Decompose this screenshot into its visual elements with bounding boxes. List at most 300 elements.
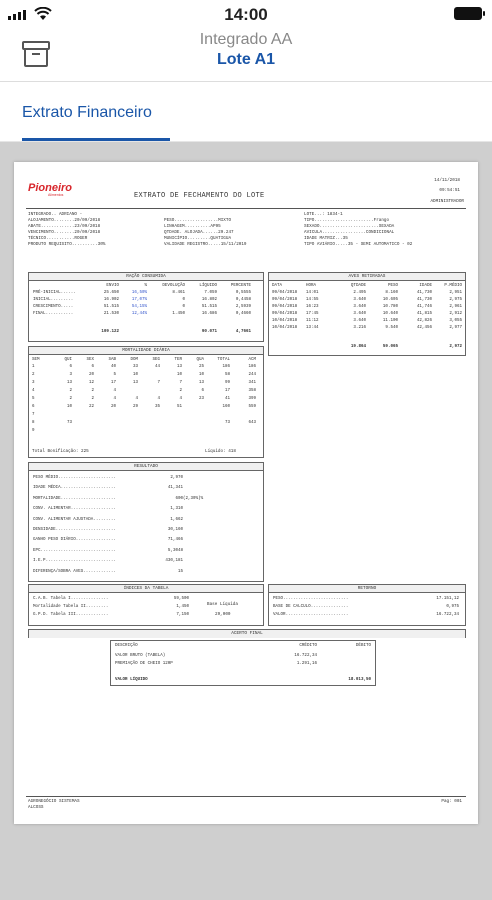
aves-row (272, 312, 462, 317)
company-logo-subtitle: Alimentos (48, 193, 64, 197)
aves-row-cell: 2,912 (449, 312, 462, 316)
mortalidade-panel (28, 346, 264, 458)
aves-row (272, 298, 462, 303)
aves-row-cell: 3.640 (353, 319, 366, 323)
resultado-row-cell (183, 518, 223, 523)
info-line: PESO.................MIXTO (164, 218, 232, 223)
racao-row-cell: CRESCIMENTO..... (33, 305, 74, 309)
aves-row-cell: 10/04/2018 (272, 319, 298, 323)
acerto-row (115, 662, 371, 667)
racao-row-cell: PRÉ-INICIAL...... (33, 291, 76, 295)
resultado-row-cell: 30,160 (167, 528, 183, 532)
resultado-row-cell: DENSIDADE........................ (33, 528, 116, 532)
mortalidade-row-cell: 22 (88, 405, 94, 409)
retorno-panel (268, 584, 466, 626)
info-line: INTEGRADO.. ADRIANO - (28, 212, 83, 217)
aves-row-cell: 09/04/2018 (272, 298, 298, 302)
aves-row-cell: 2.495 (353, 291, 366, 295)
mortalidade-row-cell: 2 (179, 389, 182, 393)
racao-row-cell: 0,5555 (235, 291, 251, 295)
racao-row-cell: 12,44% (131, 312, 147, 316)
mortalidade-row (32, 389, 256, 394)
aves-total-row-cell: 19.864 (350, 345, 366, 349)
mortalidade-row-cell (94, 413, 116, 418)
status-bar (0, 0, 492, 28)
info-line: TIPO.......................Frango (304, 218, 390, 223)
resultado-row (33, 486, 223, 491)
resultado-row-cell: 5,3048 (167, 548, 183, 553)
info-line: ABATE.............23/09/2018 (28, 224, 101, 229)
mortalidade-row (32, 429, 256, 434)
aves-row-cell: 14:01 (306, 291, 319, 295)
mortalidade-row-cell (160, 421, 182, 426)
aves-row (272, 326, 462, 331)
resultado-row-cell (183, 486, 223, 491)
aves-panel (268, 272, 466, 356)
footer-page-number: Pag: 001 (441, 799, 462, 804)
aves-row-cell: 41,746 (416, 305, 432, 309)
mortalidade-row-cell (182, 413, 204, 418)
mortalidade-header-row-cell: QUA (196, 358, 204, 362)
racao-total-row-cell (119, 330, 147, 335)
racao-title: RAÇÃO CONSUMIDA (29, 273, 263, 281)
racao-panel (28, 272, 264, 342)
resultado-row-cell: 41,341 (167, 486, 183, 491)
resultado-row (33, 518, 223, 523)
aves-total-row-cell: 59.065 (382, 345, 398, 349)
racao-row-cell: 51.515 (201, 305, 217, 309)
mortalidade-row-cell: 17 (110, 381, 116, 385)
footer-divider (26, 796, 466, 797)
base-liquida-value: 29,000 (215, 612, 231, 617)
retorno-row (273, 597, 459, 602)
racao-row-cell: FINAL........... (33, 312, 74, 316)
mortalidade-row-cell: 6 (201, 389, 204, 393)
aves-row-cell: 2,961 (449, 305, 462, 309)
aves-row-cell: 13:44 (306, 326, 319, 330)
mortalidade-row-cell: 2 (69, 389, 72, 393)
mortalidade-row-cell: 2 (91, 389, 94, 393)
mortalidade-row-cell (116, 421, 138, 426)
mortalidade-row-cell: 2 (69, 397, 72, 401)
acerto-row-cell: VALOR BRUTO (TABELA) (115, 654, 166, 658)
info-line: MUNICÍPIO.........QUATIGUA (164, 236, 232, 241)
info-line: PRODUTO REQUISITO..........30% (28, 242, 106, 247)
aves-row-cell: 14:55 (306, 298, 319, 302)
mortalidade-row (32, 397, 256, 402)
aves-row-cell: 2,975 (449, 298, 462, 302)
mortalidade-row-cell: 12 (88, 381, 94, 385)
acerto-header (28, 629, 466, 638)
mortalidade-row-cell: 20 (88, 373, 94, 377)
mortalidade-row-cell (138, 429, 160, 434)
resultado-row (33, 559, 223, 564)
mortalidade-row-cell: 2 (32, 373, 35, 377)
mortalidade-row-cell: 17 (224, 389, 230, 393)
mortalidade-row-cell (182, 405, 204, 410)
mortalidade-row-cell: 358 (248, 389, 256, 393)
mortalidade-row-cell (182, 429, 204, 434)
mortalidade-row-cell: 44 (154, 365, 160, 369)
resultado-row-cell: I.E.P............................ (33, 559, 116, 564)
mortalidade-row-cell (182, 421, 204, 426)
resultado-row-cell: MORTALIDADE...................... (33, 496, 116, 501)
resultado-row-cell: CONV. ALIMENTAR.................. (33, 507, 116, 512)
indices-row (33, 613, 189, 618)
racao-row (33, 298, 251, 303)
info-line: TIPO AVIÁRIO.....35 - SEMI AUTOMATICO - 02 (304, 242, 413, 247)
retorno-row-cell: PESO.......................... (273, 597, 349, 601)
resultado-row-cell: 71,466 (167, 538, 183, 543)
resultado-row-cell (183, 476, 223, 481)
mortalidade-row (32, 405, 256, 410)
acerto-total-row-cell: 18.013,50 (348, 678, 371, 682)
aves-row-cell: 10.640 (382, 312, 398, 316)
aves-row-cell: 41,730 (416, 291, 432, 295)
resultado-row (33, 570, 223, 575)
retorno-title: RETORNO (269, 585, 465, 593)
info-line: SEXADO.......................SEXADA (304, 224, 395, 229)
acerto-row-cell: 16.722,34 (294, 654, 317, 658)
base-liquida-label: Base Líquida (207, 602, 238, 607)
acerto-row-cell (317, 662, 371, 667)
mortalidade-row-cell: 99 (224, 381, 230, 385)
aves-row-cell: 42,826 (416, 319, 432, 323)
aves-row-cell: 42,456 (416, 326, 432, 330)
racao-total-row-cell (33, 330, 89, 335)
aves-row-cell: 3.216 (353, 326, 366, 330)
aves-row-cell: 11:12 (306, 319, 319, 323)
retorno-row-cell: 17.151,12 (436, 597, 459, 601)
mortalidade-row-cell: 10 (132, 373, 138, 377)
aves-header-row-cell: PESO (387, 284, 398, 288)
aves-row-cell: 3,055 (449, 319, 462, 323)
racao-header-row-cell: % (144, 284, 147, 288)
mortalidade-row-cell (138, 373, 160, 378)
battery-icon (454, 7, 482, 20)
info-line: AVICULA.................CONDICIONAL (304, 230, 395, 235)
retorno-row (273, 605, 459, 610)
mortalidade-row-cell (160, 429, 182, 434)
resultado-row-cell: 600 (175, 496, 183, 501)
mortalidade-row-cell: 5 (113, 373, 116, 377)
retorno-row-cell: 16.722,34 (436, 613, 459, 617)
aves-row-cell: 09/04/2018 (272, 312, 298, 316)
report-date: 14/11/2018 (434, 178, 460, 183)
acerto-row-cell: 1.291,16 (296, 662, 317, 666)
info-line: ALOJAMENTO........20/09/2018 (28, 218, 101, 223)
mortalidade-header-row-cell: ACM (248, 358, 256, 362)
resultado-title: RESULTADO (29, 463, 263, 471)
app-header (0, 28, 492, 82)
mortalidade-row-cell: 4 (113, 389, 116, 393)
mortalidade-row-cell: 13 (66, 381, 72, 385)
mortalidade-row-cell (138, 413, 160, 418)
resultado-row-cell (183, 528, 223, 533)
resultado-row-cell (183, 570, 223, 575)
resultado-row-cell: 15 (177, 569, 183, 574)
racao-total-row (33, 330, 251, 335)
indices-row-cell: 7,150 (176, 613, 189, 617)
aves-row-cell: 10.605 (382, 298, 398, 302)
racao-row-cell: 25.650 (103, 291, 119, 295)
acerto-row-cell (317, 654, 371, 659)
mortalidade-row-cell: 4 (157, 397, 160, 401)
indices-row-cell: 59,500 (173, 597, 189, 601)
mortalidade-row-cell: 559 (248, 405, 256, 409)
mortalidade-header-row-cell: DOM (130, 358, 138, 362)
mortalidade-header-row-cell: SAB (108, 358, 116, 362)
aves-row-cell: 3.640 (353, 305, 366, 309)
mortalidade-header-row-cell: SEX (86, 358, 94, 362)
resultado-row (33, 476, 223, 481)
tab-active-indicator (22, 138, 170, 141)
footer-company: AGRONEGÓCIO SISTEMAS (28, 799, 80, 804)
acerto-header-row-cell: CRÉDITO (299, 644, 317, 648)
page-subtitle: Lote A1 (216, 51, 276, 68)
mortalidade-row-cell: 6 (91, 365, 94, 369)
indices-panel (28, 584, 264, 626)
mortalidade-row-cell: 51 (176, 405, 182, 409)
acerto-table (110, 640, 376, 686)
racao-header-row-cell: LÍQUIDO (199, 284, 217, 288)
status-time: 14:00 (224, 5, 268, 24)
mortalidade-row-cell: 4 (113, 397, 116, 401)
mortalidade-row-cell: 29 (132, 405, 138, 409)
mortalidade-row-cell: 186 (248, 365, 256, 369)
mortalidade-row (32, 365, 256, 370)
aves-row-cell: 41,730 (416, 298, 432, 302)
resultado-row-cell: IDADE MÉDIA...................... (33, 486, 116, 491)
mortalidade-row-cell (72, 421, 94, 426)
resultado-row (33, 497, 223, 502)
mortalidade-row-cell (94, 429, 116, 434)
racao-header-row-cell: PERCENTE (230, 284, 251, 288)
mortalidade-row (32, 413, 256, 418)
acerto-total-row-cell (255, 678, 317, 683)
mortalidade-header-row-cell: SEM (32, 358, 40, 362)
company-logo: Pioneiro (28, 182, 73, 194)
racao-row-cell: 51.515 (103, 305, 119, 309)
mortalidade-row-cell: 10 (198, 373, 204, 377)
mortalidade-header-row-cell: SEG (152, 358, 160, 362)
resultado-row (33, 507, 223, 512)
mortalidade-row-cell: 13 (132, 381, 138, 385)
resultado-row (33, 528, 223, 533)
mortalidade-row-cell: 73 (224, 421, 230, 425)
resultado-row-cell: EPC.............................. (33, 548, 116, 553)
mortalidade-row-cell (138, 389, 160, 394)
aves-row (272, 319, 462, 324)
resultado-row-cell: PESO MÉDIO....................... (33, 476, 116, 480)
mortalidade-row-cell: 10 (66, 405, 72, 409)
mortalidade-header-row-cell: TER (174, 358, 182, 362)
racao-row-cell: 16.802 (201, 298, 217, 302)
acerto-total-row (115, 678, 371, 683)
mortalidade-row-cell (50, 429, 72, 434)
resultado-row (33, 549, 223, 554)
racao-row-cell: 1.450 (172, 312, 185, 316)
mortalidade-row-cell: 4 (135, 397, 138, 401)
indices-row-cell: Mortalidade Tabela II......... (33, 605, 109, 609)
indices-row-cell: 1,450 (176, 605, 189, 609)
aves-row-cell: 3.640 (353, 298, 366, 302)
mortalidade-row-cell (72, 413, 94, 418)
mortalidade-row-cell: 5 (32, 397, 35, 401)
racao-row-cell: 2,5939 (235, 305, 251, 309)
aves-header-row-cell: DATA (272, 284, 283, 288)
mortalidade-row-cell: 341 (248, 381, 256, 385)
mortalidade-row-cell: 3 (32, 381, 35, 385)
mortalidade-header-row (32, 358, 256, 363)
aves-header-row-cell: P.MÉDIO (444, 284, 462, 288)
info-line: VENCIMENTO........20/09/2018 (28, 230, 101, 235)
aves-row-cell: 09/04/2018 (272, 305, 298, 309)
acerto-header-row-cell: DÉBITO (355, 644, 371, 648)
mortalidade-row-cell: 13 (198, 381, 204, 385)
info-line: IDADE MATRIZ...35 (304, 236, 348, 241)
aves-total-row-cell (306, 345, 330, 350)
aves-row-cell: 17:45 (306, 312, 319, 316)
resultado-row-cell: GANHO PESO DIÁRIO................ (33, 538, 116, 543)
resultado-row-cell: DIFERENÇA/SOBRA AVES............. (33, 569, 116, 574)
mortalidade-row-cell: 23 (198, 397, 204, 401)
acerto-total-row-cell: VALOR LÍQUIDO (115, 678, 148, 682)
mortalidade-row-cell: 1 (32, 365, 35, 369)
footer-company-2: ALCOSS (28, 805, 44, 810)
info-line: LOTE...: 1834-1 (304, 212, 343, 217)
mortalidade-header-row-cell: QUI (64, 358, 72, 362)
page-title: Integrado AA (199, 31, 293, 48)
acerto-header-row (115, 644, 371, 649)
racao-row-cell: 16,50% (131, 291, 147, 295)
resultado-row-cell: 2,970 (170, 476, 183, 480)
racao-row-cell: 17,07% (131, 298, 147, 302)
racao-row-cell: INICIAL......... (33, 298, 74, 302)
racao-row-cell: 8.461 (172, 291, 185, 295)
resultado-panel (28, 462, 264, 582)
aves-row-cell: 2,977 (449, 326, 462, 330)
mortalidade-row-cell: 2 (91, 397, 94, 401)
retorno-row-cell: 0,975 (446, 605, 459, 609)
mortalidade-row-cell: 6 (69, 365, 72, 369)
report-user: ADMINISTRADOR (430, 199, 464, 204)
aves-total-row-cell (398, 345, 432, 350)
racao-row-cell: 16.902 (103, 298, 119, 302)
mortalidade-row-cell (160, 413, 182, 418)
resultado-row-cell: 1,310 (170, 507, 183, 512)
mortalidade-row-cell: 58 (224, 373, 230, 377)
racao-row (33, 305, 251, 310)
retorno-row-cell: VALOR......................... (273, 613, 349, 617)
indices-row (33, 605, 189, 610)
indices-row-cell: C.A.B. Tabela I............... (33, 597, 109, 601)
racao-header-row-cell (33, 284, 89, 289)
aves-header-row (272, 284, 462, 289)
mortalidade-row-cell: 9 (32, 429, 35, 433)
tab-bar (0, 82, 492, 142)
aves-header-row-cell: IDADE (419, 284, 432, 288)
report-page (14, 162, 478, 824)
mortalidade-row-cell (50, 413, 72, 418)
aves-row-cell: 41,815 (416, 312, 432, 316)
aves-row-cell: 10/04/2018 (272, 326, 298, 330)
mortalidade-row-cell: 643 (248, 421, 256, 425)
aves-row (272, 291, 462, 296)
mortalidade-row-cell: 8 (32, 421, 35, 425)
resultado-row-cell (183, 507, 223, 512)
mortalidade-row-cell: 7 (179, 381, 182, 385)
report-title: EXTRATO DE FECHAMENTO DO LOTE (134, 192, 265, 200)
aves-header-row-cell: QTDADE (350, 284, 366, 288)
tab-extrato-financeiro[interactable]: Extrato Financeiro (22, 104, 152, 121)
racao-header-row-cell: ENVIO (106, 284, 119, 288)
mortalidade-row-cell: 73 (66, 421, 72, 425)
resultado-row-cell: 430,181 (165, 559, 183, 564)
racao-header-row (33, 284, 251, 289)
mortalidade-row-cell: 41 (224, 397, 230, 401)
aves-row-cell: 10.780 (382, 305, 398, 309)
aves-row-cell: 9.540 (385, 326, 398, 330)
aves-row-cell: 09/04/2018 (272, 291, 298, 295)
resultado-row-cell: (2,30%)% (183, 496, 204, 501)
mortalidade-row-cell: 160 (222, 405, 230, 409)
aves-header-row-cell: HORA (306, 284, 317, 288)
mortalidade-row-cell (116, 429, 138, 434)
aves-row-cell: 2,951 (449, 291, 462, 295)
mortalidade-row-cell (230, 429, 256, 434)
mortalidade-row-cell (204, 413, 230, 418)
mortalidade-row-cell: 10 (176, 373, 182, 377)
mortalidade-row (32, 421, 256, 426)
resultado-row-cell: CONV. ALIMENTAR AJUSTADA......... (33, 517, 116, 522)
aves-row-cell: 3.640 (353, 312, 366, 316)
retorno-row (273, 613, 459, 618)
indices-row (33, 597, 189, 602)
aves-total-row (272, 345, 462, 350)
aves-row-cell: 16:23 (306, 305, 319, 309)
racao-total-row-cell: 90.071 (201, 330, 217, 334)
aves-total-row-cell: 2,972 (449, 345, 462, 349)
mortalidade-row-cell: 20 (110, 405, 116, 409)
mortalidade-row-cell: 3 (69, 373, 72, 377)
racao-total-row-cell: 4,7661 (235, 330, 251, 334)
mortalidade-row-cell: 7 (157, 381, 160, 385)
mortalidade-row-cell: 244 (248, 373, 256, 377)
racao-row-cell: 16.686 (201, 312, 217, 316)
mortalidade-row-cell: 6 (32, 405, 35, 409)
racao-row-cell: 21.530 (103, 312, 119, 316)
indices-title: ÍNDICES DA TABELA (29, 585, 263, 593)
resultado-row-cell: 1,662 (170, 517, 183, 522)
mortalidade-row-cell: 186 (222, 365, 230, 369)
racao-row-cell: 0,4660 (235, 312, 251, 316)
mortalidade-row-cell (138, 421, 160, 426)
aves-title: AVES RETIRADAS (269, 273, 465, 281)
racao-total-row-cell (147, 330, 185, 335)
aves-row (272, 305, 462, 310)
mortalidade-row-cell: 4 (179, 397, 182, 401)
header-divider (26, 208, 466, 209)
mortalidade-row (32, 373, 256, 378)
indices-row-cell: G.P.D. Tabela III............. (33, 613, 109, 617)
mortalidade-row-cell (116, 413, 138, 418)
mortalidade-header-row-cell: TOTAL (217, 358, 230, 362)
resultado-row-cell (183, 549, 223, 554)
document-viewer[interactable] (0, 142, 492, 900)
racao-row-cell: 0,4458 (235, 298, 251, 302)
mortalidade-row-cell: 13 (176, 365, 182, 369)
